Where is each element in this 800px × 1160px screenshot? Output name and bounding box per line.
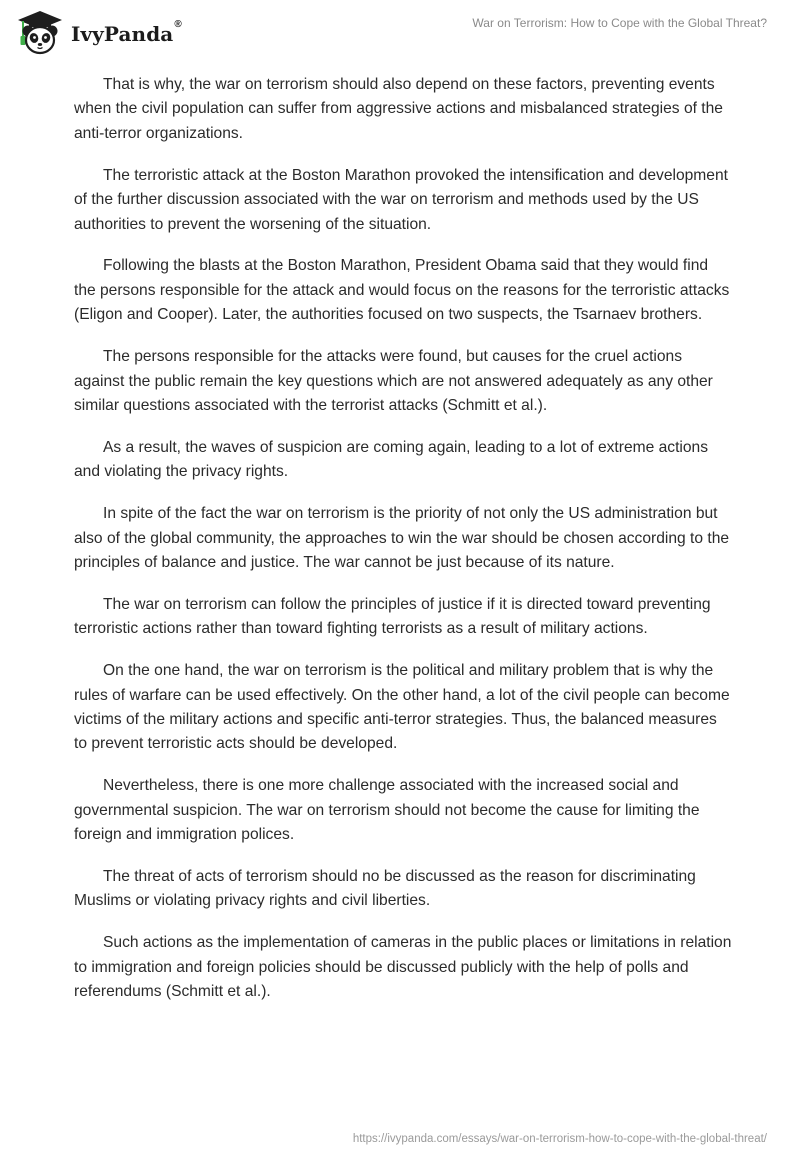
paragraph: Such actions as the implementation of cameras in the public places or limitations in relation to immigration and foreign policies should be discussed publicly with the help of polls and referendums (Schmitt et al.).: [74, 934, 732, 1001]
registered-mark: ®: [174, 19, 182, 30]
page-header: [0, 0, 800, 70]
source-url[interactable]: https://ivypanda.com/essays/war-on-terrorism-how-to-cope-with-the-global-threat/: [352, 1133, 767, 1145]
panda-graduation-cap-icon: [14, 9, 66, 57]
document-title: War on Terrorism: How to Cope with the Global Threat?: [472, 16, 767, 30]
paragraph: The threat of acts of terrorism should no be discussed as the reason for discriminating Muslims or violating privacy rights and civil liberties.: [74, 868, 696, 910]
paragraph: On the one hand, the war on terrorism is the political and military problem that is why the rules of warfare can be used effectively. On the other hand, a lot of the civil people can become victims of the military actions and specific anti-terror strategies. Thus, the balanced measures to prevent terroristic acts should be developed.: [74, 662, 730, 753]
paragraph: Following the blasts at the Boston Marathon, President Obama said that they would find the persons responsible for the attack and would focus on the reasons for the terroristic attacks (Eligon and Cooper). Later, the authorities focused on two suspects, the Tsarnaev brothers.: [74, 257, 730, 324]
essay-body: [74, 73, 734, 1022]
paragraph: As a result, the waves of suspicion are coming again, leading to a lot of extreme actions and violating the privacy rights.: [74, 438, 709, 481]
paragraph: The war on terrorism can follow the principles of justice if it is directed toward preventing terroristic actions rather than toward fighting terrorists as a result of military actions.: [74, 595, 711, 638]
brand-name: IvyPanda®: [71, 19, 182, 46]
paragraph: The terroristic attack at the Boston Marathon provoked the intensification and development of the further discussion associated with the war on terrorism and methods used by the US authorities to prevent the worsening of the situation.: [74, 166, 728, 233]
paragraph: The persons responsible for the attacks were found, but causes for the cruel actions against the public remain the key questions which are not answered adequately as any other similar questions associated with the terrorist attacks (Schmitt et al.).: [74, 348, 713, 414]
paragraph: Nevertheless, there is one more challenge associated with the increased social and governmental suspicion. The war on terrorism should not become the cause for limiting the foreign and immigration polices.: [74, 777, 700, 844]
ivypanda-logo[interactable]: [14, 9, 182, 57]
paragraph: In spite of the fact the war on terrorism is the priority of not only the US administration but also of the global community, the approaches to win the war should be chosen according to the principles of balance and justice. The war cannot be just because of its nature.: [74, 505, 730, 571]
paragraph: That is why, the war on terrorism should also depend on these factors, preventing events when the civil population can suffer from aggressive actions and misbalanced strategies of the anti-terror organizations.: [74, 76, 723, 142]
